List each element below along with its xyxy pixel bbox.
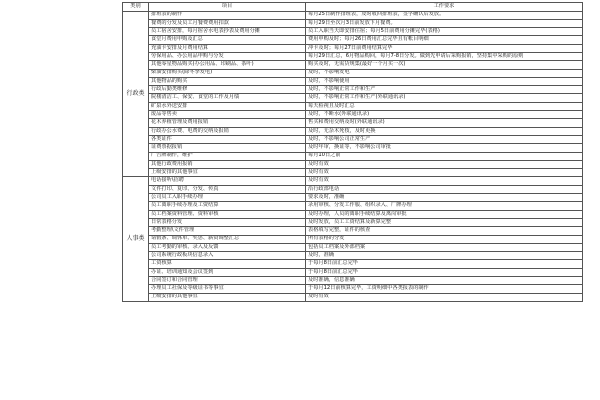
table-row [123, 94, 583, 102]
table-row [123, 227, 583, 235]
item-cell: 院楼清洁工、保安、食堂的工作及月绩 [149, 94, 306, 102]
requirement-cell: 表格填写完整，证件的核查 [306, 227, 583, 235]
requirement-cell: 每天检视且及时汇总 [306, 102, 583, 110]
header-category: 类别 [123, 3, 149, 12]
item-cell: 废品等售卖 [149, 111, 306, 119]
item-cell: 办理员工社保及等级证书等事宜 [149, 285, 306, 293]
requirement-cell: 及时有效 [306, 293, 583, 301]
table-row [123, 111, 583, 119]
header-item: 项目 [149, 3, 306, 12]
table-row [123, 277, 583, 285]
item-cell: 充油卡安排及月费用结算 [149, 44, 306, 52]
item-cell: 行政办公水费、电费的交纳及报销 [149, 127, 306, 135]
table-row [123, 285, 583, 293]
item-cell: 花木养植管理及费用报销 [149, 119, 306, 127]
item-cell: 排班表的制作 [149, 11, 306, 19]
table-row [123, 119, 583, 127]
requirement-cell: 及时，不断水(外联通讯录) [306, 111, 583, 119]
table-row [123, 218, 583, 226]
table-row [123, 202, 583, 210]
item-cell: 请假条、调休单、奖惩、薪资调整汇总 [149, 235, 306, 243]
table-row [123, 210, 583, 218]
requirement-cell: 售买和费用交纳及时(外联通讯录) [306, 119, 583, 127]
requirement-cell: 每月29日至次月3日前发放下月餐费。 [306, 19, 583, 27]
table-row [123, 160, 583, 168]
item-cell: 考勤整理\文件管理 [149, 227, 306, 235]
item-cell: 食堂月费用申购及汇总 [149, 36, 306, 44]
table-row [123, 194, 583, 202]
header-requirement: 工作要求 [306, 3, 583, 12]
item-cell: 各类证件 [149, 135, 306, 143]
table-row [123, 293, 583, 301]
requirement-cell: 冲卡及时；每月27日前费用结算完毕 [306, 44, 583, 52]
requirement-cell: 要求及时，准确 [306, 194, 583, 202]
requirement-cell: 及时，不影响正常工作和生产 [306, 86, 583, 94]
requirement-cell: 员工入职当天即安排住宿；每月5日前费用分摊完毕(表格) [306, 28, 583, 36]
requirement-cell: 及时发放，员工工资结算及新算完整 [306, 218, 583, 226]
table-row [123, 102, 583, 110]
table-row [123, 135, 583, 143]
item-cell: 上级安排的其他事宜 [149, 293, 306, 301]
requirement-cell: 每月29日汇总，6月物品购回，每月7-8日分发。做到先申请后采购报销，坚持集中采购的原则 [306, 52, 583, 60]
item-cell: 证费票据报销 [149, 144, 306, 152]
requirement-cell: 及时，无杂木死枝，及时更换 [306, 127, 583, 135]
requirement-cell: 录用审核、分发工作服、组织录入、厂牌办理 [306, 202, 583, 210]
item-cell: 广告牌制作，维护 [149, 152, 306, 160]
item-cell: 日常表格分发 [149, 218, 306, 226]
requirement-cell: 购买及时，无需货规集(最好一个月买一次) [306, 61, 583, 69]
category-cell: 人事类 [123, 177, 149, 301]
requirement-cell: 于每月8日前汇总完毕 [306, 268, 583, 276]
requirement-cell: 包括员工档案及外部档案 [306, 243, 583, 251]
requirement-cell: 及时有效 [306, 169, 583, 177]
work-requirements-table [122, 2, 583, 302]
requirement-cell: 于每月8日前汇总完毕 [306, 260, 583, 268]
table-row [123, 44, 583, 52]
requirement-cell: 及时有效 [306, 160, 583, 168]
requirement-cell: 及时，不影响公司正常生产 [306, 135, 583, 143]
requirement-cell: 及时准确，信息准确 [306, 277, 583, 285]
table-row [123, 127, 583, 135]
table-row [123, 152, 583, 160]
item-cell: 员工考勤的审核、录入及反馈 [149, 243, 306, 251]
table-row [123, 36, 583, 44]
item-cell: 员工档案资料管理、资料审核 [149, 210, 306, 218]
item-cell: 员工离职手续办理及工资结算 [149, 202, 306, 210]
table-row [123, 185, 583, 193]
requirement-cell: 及时，不影响发电 [306, 69, 583, 77]
requirement-cell: 所有表格的分发 [306, 235, 583, 243]
requirement-cell: 及时有效 [306, 177, 583, 185]
item-cell: 员工宿舍安排，每月宿舍水电表抄表及费用分摊 [149, 28, 306, 36]
table-row [123, 28, 583, 36]
requirement-cell: 沿行政部电话 [306, 185, 583, 193]
requirement-cell: 每月25日制作排班表，及时收回排班表，签字确认后发放。 [306, 11, 583, 19]
table-row [123, 243, 583, 251]
item-cell: 公司员工入职手续办理 [149, 194, 306, 202]
category-cell: 行政类 [123, 11, 149, 177]
table-row [123, 61, 583, 69]
item-cell: 文件打印、复印、分发、传真 [149, 185, 306, 193]
requirement-cell: 及时，准确 [306, 252, 583, 260]
table-body [123, 11, 583, 301]
item-cell: 行政后勤类维修 [149, 86, 306, 94]
table-row [123, 86, 583, 94]
item-cell: 劳保用品、办公用品申购与分发 [149, 52, 306, 60]
table-row [123, 144, 583, 152]
table-row [123, 235, 583, 243]
table-row [123, 268, 583, 276]
table-row [123, 177, 583, 185]
table-row [123, 77, 583, 85]
requirement-cell: 及时，不影响正常工作和生产(外联通讯录) [306, 94, 583, 102]
requirement-cell: 费用申购及时；每月26日费用汇总完毕且有帐目明细 [306, 36, 583, 44]
item-cell: 其他物品的购买 [149, 77, 306, 85]
item-cell: 上级安排的其他事宜 [149, 169, 306, 177]
requirement-cell: 每月10日之前 [306, 152, 583, 160]
table-row [123, 260, 583, 268]
table-row [123, 52, 583, 60]
requirement-cell: 及时年审，换证等，不影响公司审批 [306, 144, 583, 152]
item-cell: 其他行政费用报销 [149, 160, 306, 168]
item-cell: 合同签订和合同管理 [149, 277, 306, 285]
requirement-cell: 于每月12日前核算完毕，工资明细中各类报表的制作 [306, 285, 583, 293]
table-row [123, 19, 583, 27]
table-header-row [123, 3, 583, 12]
item-cell: 柴油安排购买(除冬季发电) [149, 69, 306, 77]
item-cell: 公司系统行政板块信息录入 [149, 252, 306, 260]
requirement-cell: 及时，不影响使用 [306, 77, 583, 85]
table-row [123, 11, 583, 19]
item-cell: 电话接听\招聘 [149, 177, 306, 185]
item-cell: 其他零星物品购买(办公用品、印刷品、茶叶) [149, 61, 306, 69]
table-row [123, 69, 583, 77]
table-row [123, 252, 583, 260]
table-row [123, 169, 583, 177]
requirement-cell: 及时办理，人员的离职手续结算及离岗审批 [306, 210, 583, 218]
item-cell: 办证、培训通知及会议签到 [149, 268, 306, 276]
item-cell: 餐费的分发及员工月餐费费用扣款 [149, 19, 306, 27]
item-cell: 矿泉水外送安排 [149, 102, 306, 110]
item-cell: 工资核算 [149, 260, 306, 268]
